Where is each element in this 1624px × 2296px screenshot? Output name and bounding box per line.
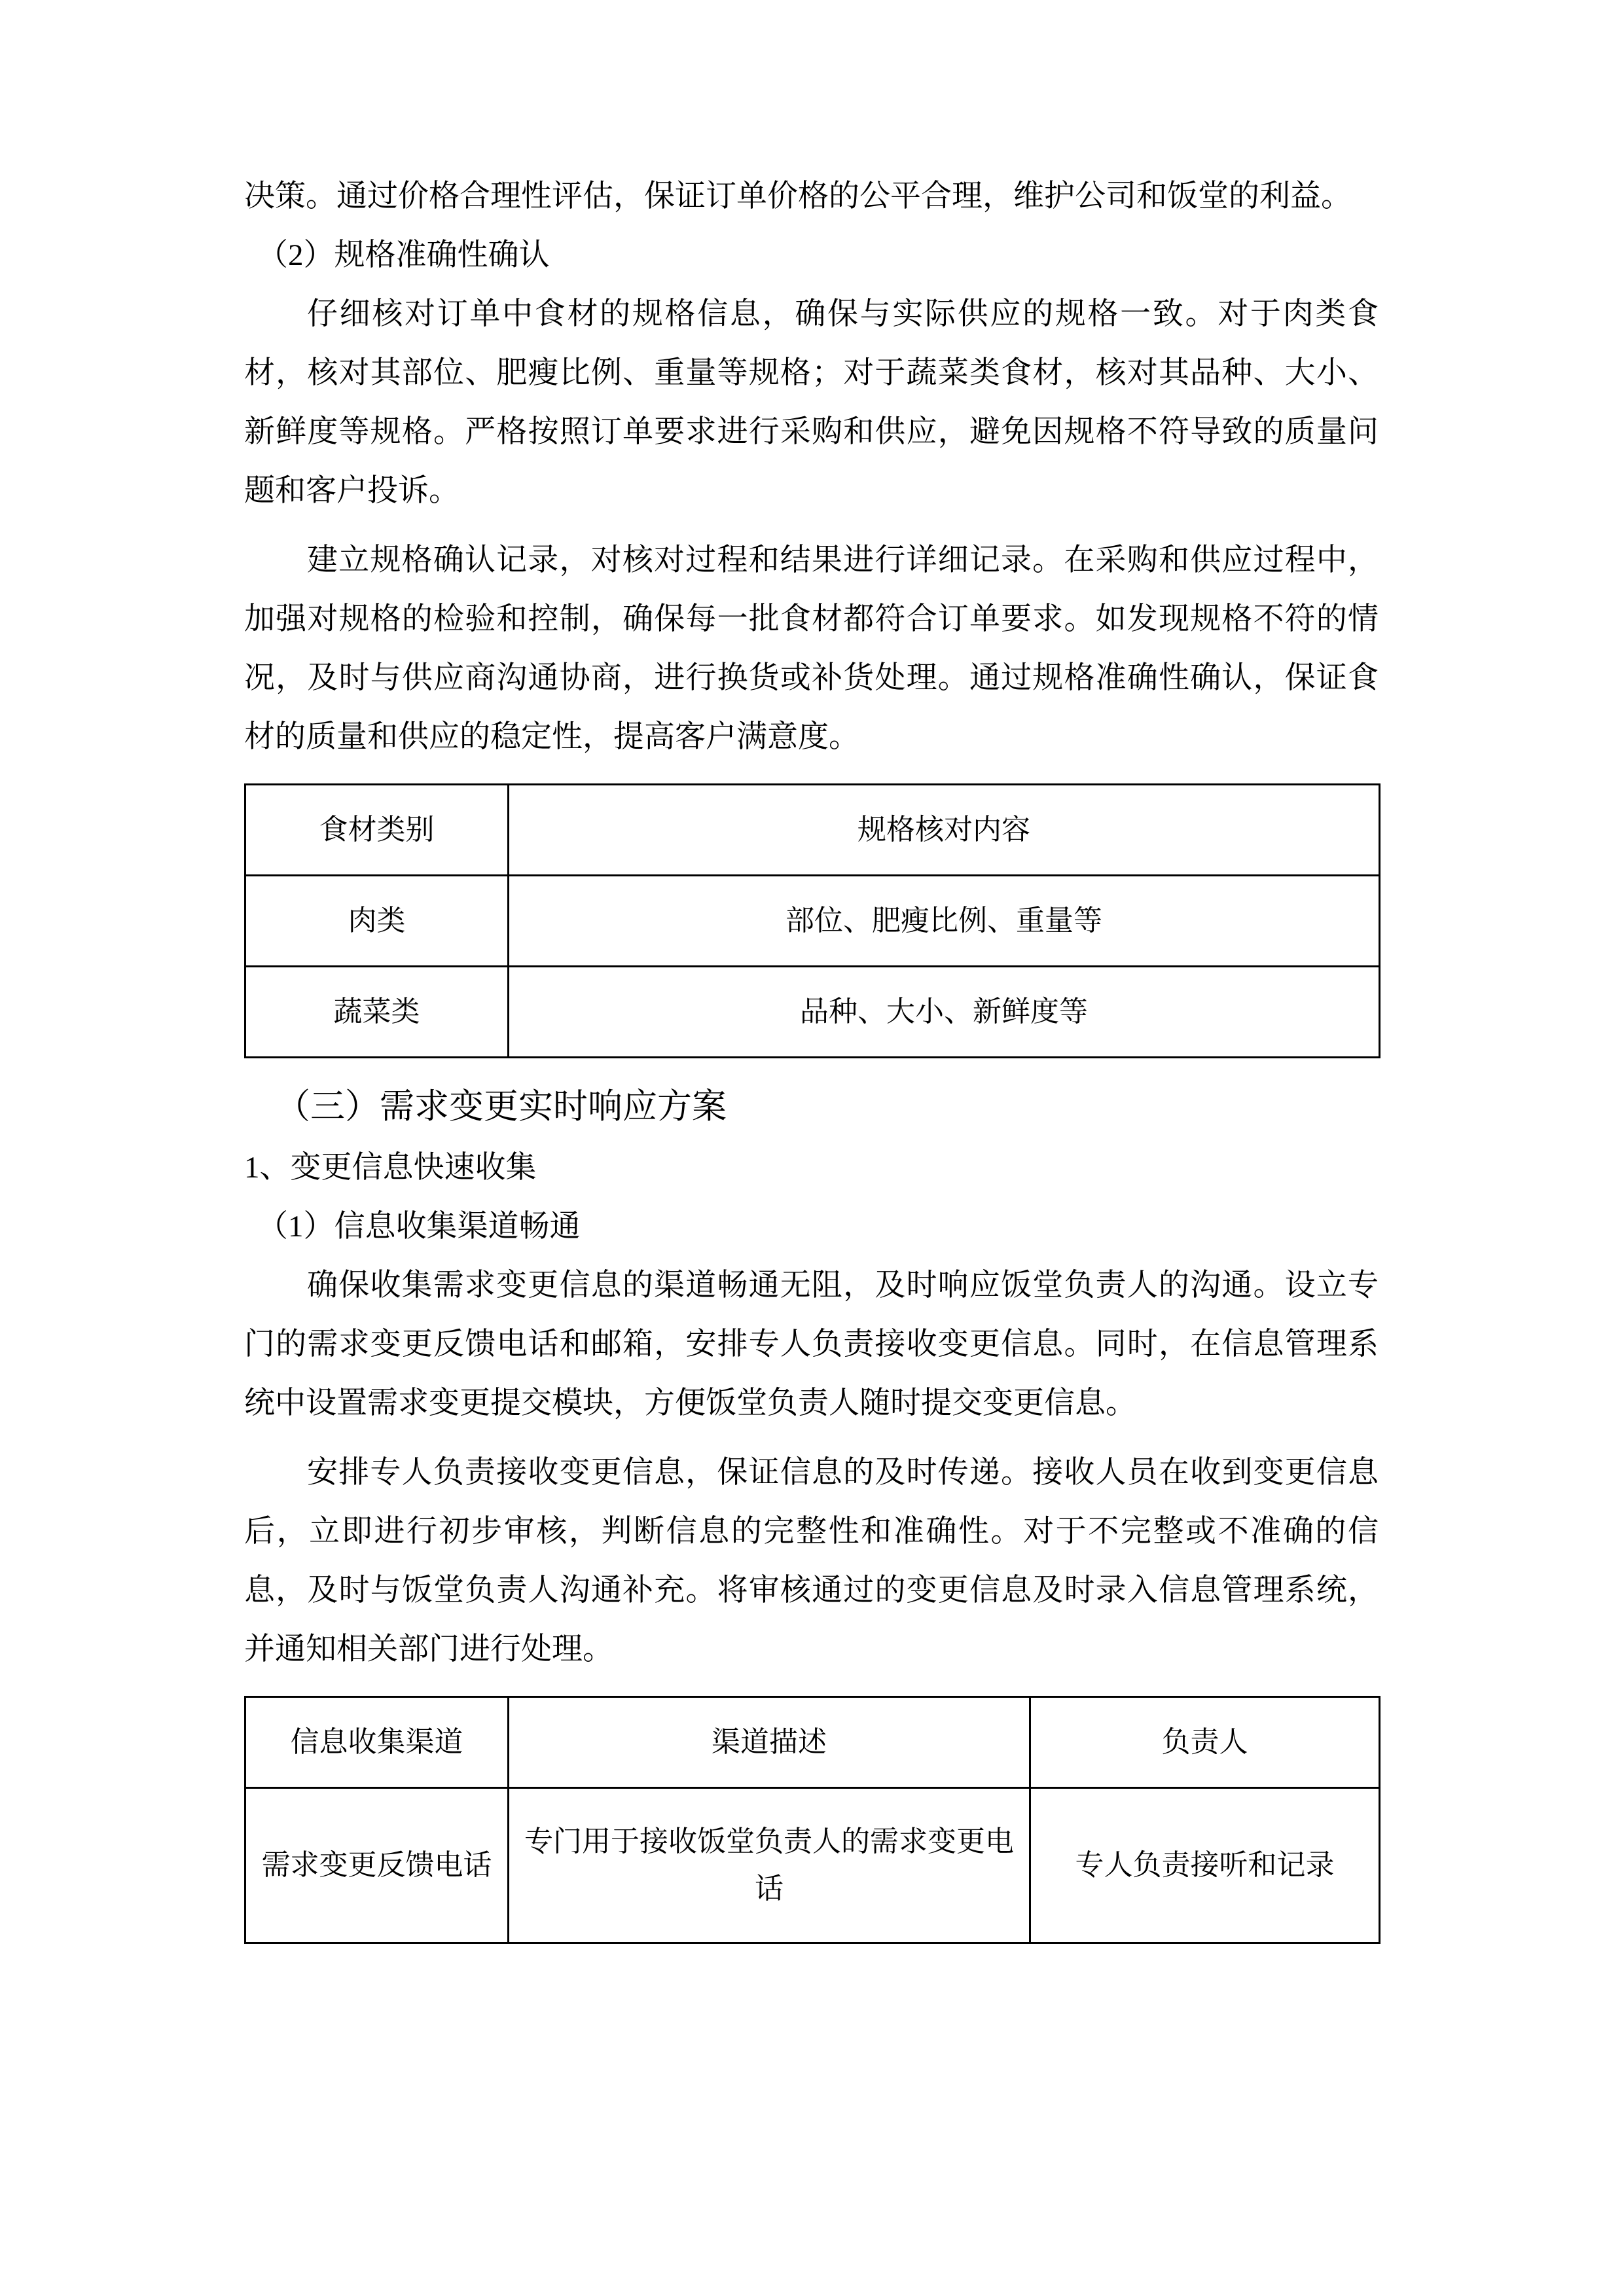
- heading-quick-collect: 1、变更信息快速收集: [244, 1151, 537, 1185]
- table-header-cell: 食材类别: [245, 785, 509, 876]
- table-cell: 部位、肥瘦比例、重量等: [509, 876, 1380, 967]
- table-header-cell: 规格核对内容: [509, 785, 1380, 876]
- table-row: [245, 785, 1380, 876]
- heading-spec-accuracy: （2）规格准确性确认: [257, 238, 550, 272]
- table-row: [245, 1788, 1380, 1943]
- table-cell: 需求变更反馈电话: [245, 1788, 509, 1943]
- table-header-cell: 渠道描述: [509, 1697, 1030, 1788]
- table-cell: 专门用于接收饭堂负责人的需求变更电话: [509, 1788, 1030, 1943]
- table2-gap-top: [244, 1679, 1379, 1696]
- paragraph-gap: [244, 1433, 1379, 1443]
- table-header-cell: 信息收集渠道: [245, 1697, 509, 1788]
- paragraph-spec-detail: 仔细核对订单中食材的规格信息，确保与实际供应的规格一致。对于肉类食材，核对其部位、肥瘦比例、重量等规格；对于蔬菜类食材，核对其品种、大小、新鲜度等规格。严格按照订单要求进行采购和供应，避免因规格不符导致的质量问题和客户投诉。: [244, 297, 1379, 508]
- table-row: [245, 967, 1380, 1058]
- table-info-channel: [244, 1696, 1380, 1944]
- table-gap-top: [244, 766, 1379, 783]
- paragraph-channel-detail: 确保收集需求变更信息的渠道畅通无阻，及时响应饭堂负责人的沟通。设立专门的需求变更反馈电话和邮箱，安排专人负责接收变更信息。同时，在信息管理系统中设置需求变更提交模块，方便饭堂负责人随时提交变更信息。: [244, 1268, 1379, 1420]
- table-row: [245, 876, 1380, 967]
- heading-section-three: （三）需求变更实时响应方案: [276, 1088, 727, 1126]
- heading-channel-smooth: （1）信息收集渠道畅通: [257, 1210, 581, 1244]
- paragraph-gap: [244, 520, 1379, 531]
- table-gap-bottom: [244, 1058, 1379, 1075]
- table-row: [245, 1697, 1380, 1788]
- table-spec-check: [244, 783, 1380, 1058]
- table-cell: 专人负责接听和记录: [1030, 1788, 1380, 1943]
- table-cell: 蔬菜类: [245, 967, 509, 1058]
- table-cell: 品种、大小、新鲜度等: [509, 967, 1380, 1058]
- paragraph-continuation: 决策。通过价格合理性评估，保证订单价格的公平合理，维护公司和饭堂的利益。: [244, 179, 1352, 213]
- page-content: [244, 167, 1379, 1944]
- paragraph-receive-detail: 安排专人负责接收变更信息，保证信息的及时传递。接收人员在收到变更信息后，立即进行初步审核，判断信息的完整性和准确性。对于不完整或不准确的信息，及时与饭堂负责人沟通补充。将审核通过的变更信息及时录入信息管理系统，并通知相关部门进行处理。: [244, 1456, 1379, 1666]
- table-header-cell: 负责人: [1030, 1697, 1380, 1788]
- paragraph-spec-record: 建立规格确认记录，对核对过程和结果进行详细记录。在采购和供应过程中，加强对规格的检验和控制，确保每一批食材都符合订单要求。如发现规格不符的情况，及时与供应商沟通协商，进行换货或补货处理。通过规格准确性确认，保证食材的质量和供应的稳定性，提高客户满意度。: [244, 543, 1379, 754]
- table-cell: 肉类: [245, 876, 509, 967]
